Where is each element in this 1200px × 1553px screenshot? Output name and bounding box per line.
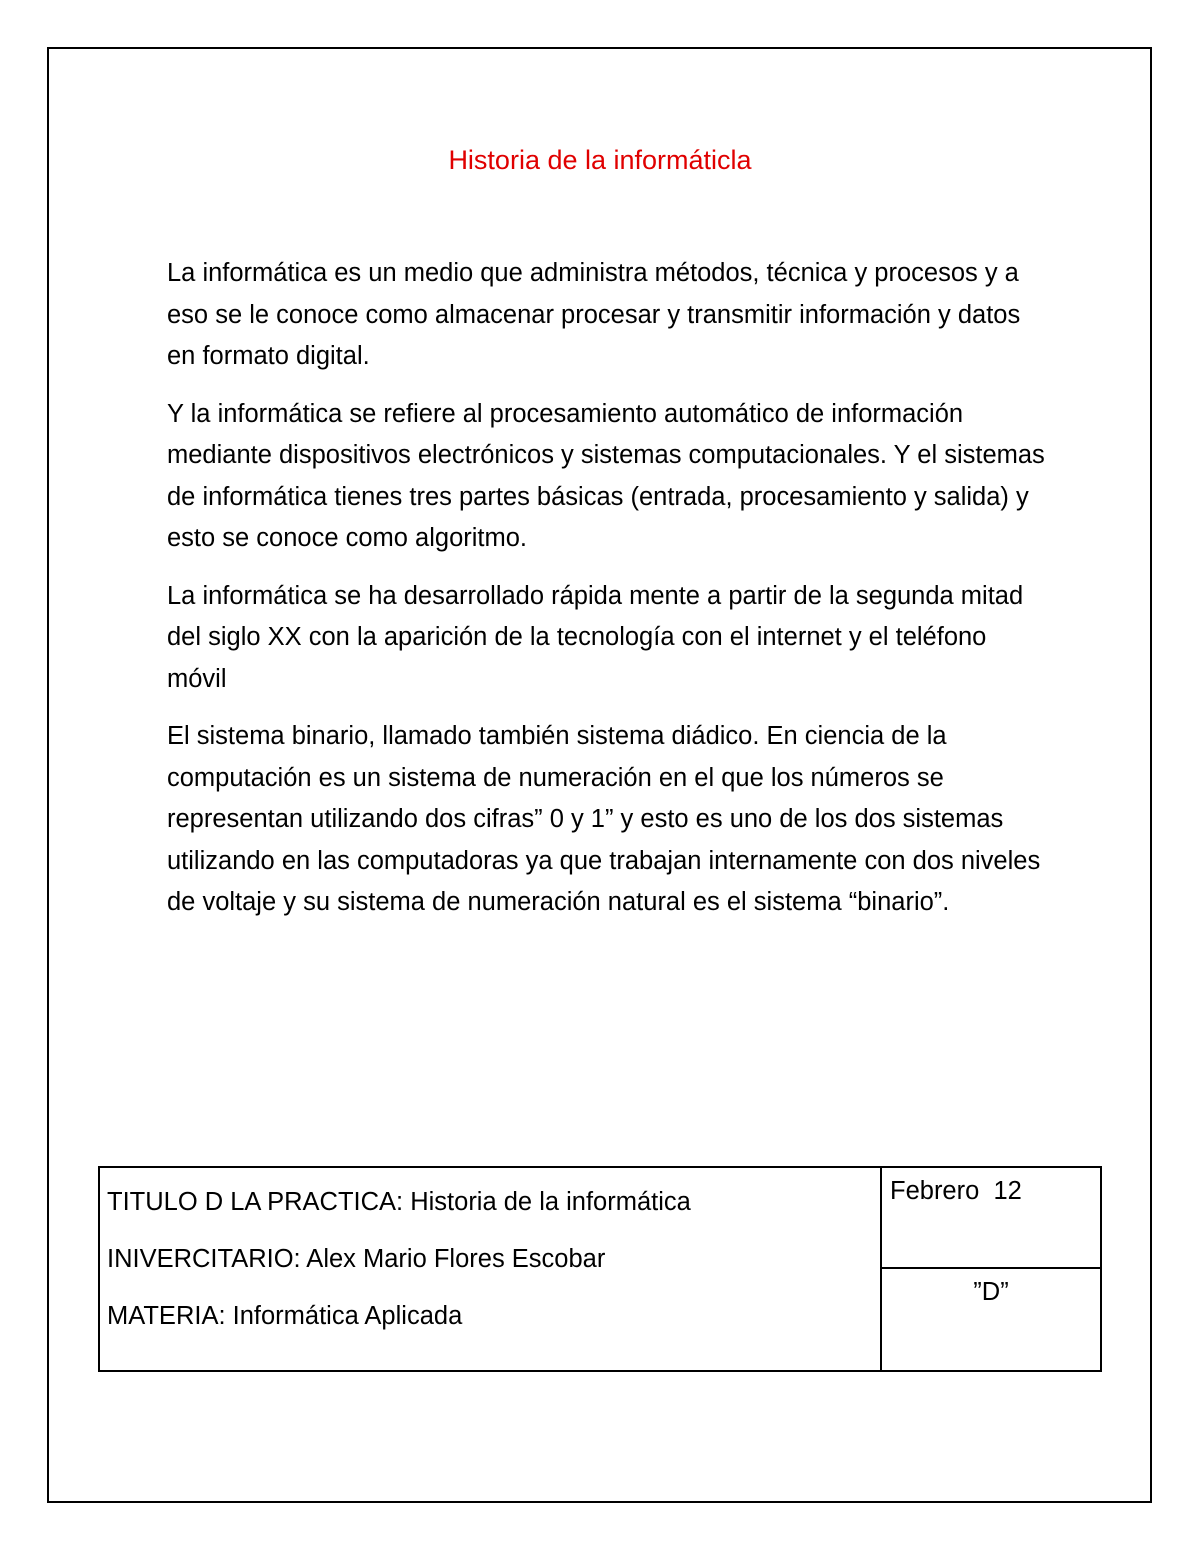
paragraph-binary-system: El sistema binario, llamado también sistema diádico. En ciencia de la computación es un sistema de numeración en el que los números se representan utilizando dos cifras” 0 y 1” y esto es uno de los dos sistemas utilizando en las computadoras ya que trabajan internamente con dos niveles de voltaje y su sistema de numeración natural es el sistema “binario”. (167, 722, 1041, 916)
paragraph-history: La informática se ha desarrollado rápida mente a partir de la segunda mitad del siglo XX con la aparición de la tecnología con el internet y el teléfono móvil (167, 581, 1024, 693)
student-name: INIVERCITARIO: Alex Mario Flores Escobar (107, 1245, 606, 1273)
document-title: Historia de la informáticla (448, 145, 752, 175)
paragraph-processing: Y la informática se refiere al procesamiento automático de información mediante dispositivos electrónicos y sistemas computacionales. Y el sistemas de informática tienes tres partes básicas (entrada, procesamiento y salida) y esto se conoce como algoritmo. (167, 399, 1045, 552)
practice-group: ”D” (973, 1278, 1009, 1306)
subject-name: MATERIA: Informática Aplicada (107, 1302, 463, 1330)
practice-details-cell (100, 1168, 882, 1370)
practice-info-table (98, 1166, 1102, 1372)
document-body (167, 253, 1047, 940)
paragraph-definition: La informática es un medio que administra métodos, técnica y procesos y a eso se le conoce como almacenar procesar y transmitir información y datos en formato digital. (167, 259, 1021, 370)
practice-title: TITULO D LA PRACTICA: Historia de la informática (107, 1188, 691, 1216)
practice-date: Febrero 12 (882, 1168, 1100, 1269)
practice-meta-cell (882, 1168, 1100, 1370)
